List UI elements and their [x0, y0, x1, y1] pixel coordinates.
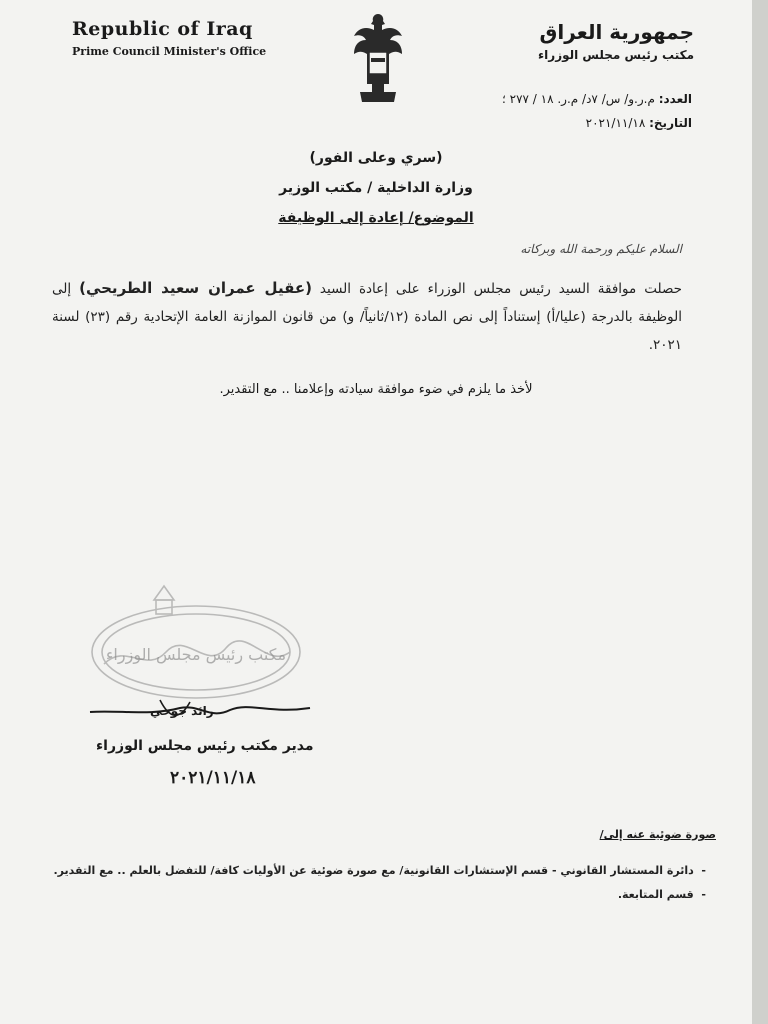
- closing-line: لأخذ ما يلزم في ضوء موافقة سيادته وإعلامنا .. مع التقدير.: [219, 382, 533, 397]
- recipient-ministry: وزارة الداخلية / مكتب الوزير: [279, 180, 473, 196]
- copies-item: - دائرة المستشار القانوني - قسم الإستشارات القانونية/ مع صورة ضوئية عن الأوليات كافة/ للتفضل بالعلم .. مع التقدير.: [53, 864, 706, 877]
- header-en-subtitle: Prime Council Minister's Office: [72, 45, 267, 58]
- body-person-name: (عقيل عمران سعيد الطريحي): [79, 279, 312, 297]
- header-ar-title: جمهورية العراق: [539, 20, 694, 44]
- signer-name: رائد جوحي: [150, 704, 214, 718]
- subject-line: الموضوع/ إعادة إلى الوظيفة: [278, 210, 474, 226]
- header-ar-subtitle: مكتب رئيس مجلس الوزراء: [538, 48, 694, 62]
- number-value: م.ر.و/ س/ ٧د/ م.ر. ١٨ / ٢٧٧ ؛: [502, 92, 655, 106]
- date-row: [586, 116, 692, 130]
- scan-background-edge: [752, 0, 768, 1024]
- office-seal-stamp-icon: [86, 582, 306, 702]
- number-row: [502, 92, 692, 106]
- copies-heading: صورة ضوئية عنه إلى/: [599, 828, 716, 841]
- body-line1-pre: حصلت موافقة السيد رئيس مجلس الوزراء على إعادة السيد: [311, 281, 682, 297]
- date-label: التاريخ:: [649, 116, 692, 130]
- signer-title: مدير مكتب رئيس مجلس الوزراء: [96, 738, 314, 754]
- header-en-title: Republic of Iraq: [72, 18, 253, 40]
- copies-item-text: دائرة المستشار القانوني - قسم الإستشارات القانونية/ مع صورة ضوئية عن الأوليات كافة/ للتفضل بالعلم .. مع التقدير.: [53, 864, 694, 877]
- greeting: السلام عليكم ورحمة الله وبركاته: [520, 242, 682, 256]
- handwritten-date: ٢٠٢١/١١/١٨: [170, 768, 256, 788]
- seal-text: مكتب رئيس مجلس الوزراء: [105, 645, 287, 664]
- date-value: ٢٠٢١/١١/١٨: [585, 116, 646, 130]
- body-line2: إلى الوظيفة بالدرجة (عليا/أ) إستناداً إلى نص المادة (١٢/ثانياً/ و) من قانون الموازنة العامة الإتحادية رقم (٢٣) لسنة ٢٠٢١.: [52, 281, 682, 353]
- body-paragraph: [52, 274, 682, 359]
- number-label: العدد:: [658, 92, 692, 106]
- iraq-eagle-emblem-icon: [350, 12, 406, 104]
- copies-item: - قسم المتابعة.: [617, 888, 706, 901]
- copies-item-text: قسم المتابعة.: [617, 888, 694, 901]
- classification: (سري وعلى الفور): [309, 150, 443, 166]
